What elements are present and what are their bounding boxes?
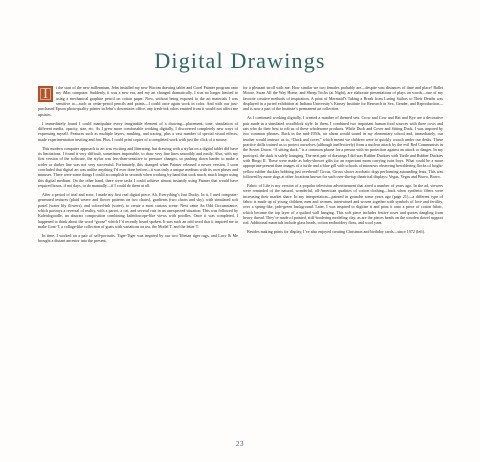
paragraph-text: t the start of the new millennium, Jehn installed my new Wacom drawing tablet and Corel Painter program onto my iMac computer. Suddenly, it was a new era, and my art changed dramatically. I was no longer limited to using a mechanical graphite pencil on cotton paper. Now, without being exposed to the art materials I was sensitive to—such as cedar-pencil pencils and paints—I could once again work in color. And with our just-purchased Epson photo-quality printer in Jehn’s downstairs office, any fresh-ink odors emitted from it would not affect me upstairs. [38,85,238,117]
page-number: 23 [236,440,244,448]
paragraph: I immediately found I could manipulate every imaginable element of a drawing—placement, tone, simulation of different media, opacity, size, etc. As I grew more comfortable working digitally, I discovered completely new ways of expressing myself. Features such as multiple layers, masking, and tracing, plus a vast number of special visual effects, made experimentation inviting and fun. Plus, I could print copies of a completed work with just the click of a mouse. [38,120,238,142]
drop-cap-letter: I [43,86,48,102]
paragraph [38,85,238,117]
paragraph: After a period of trial and error, I made my first real digital piece, Ah, Everything’s Just Ducky. In it, I used computer-generated textures (plaid weave and flower patterns on two chairs), gradients (two chairs and sky), with simulated soft pastel (water lily flowers), and colored-ink (water), to create a most curious scene. Next came An Odd Circumstance, which portrays a reversal of reality, with a parrot, a cat, and several cats in an unexpected situation. This was followed by Kaleidogoodle, an abstract composition combining kaleidoscope-like views with poodles. Once it was completed, I happened to think about the word “goose” which I’d recently heard spoken. It was such an odd word that it inspired me to make Goat-T, a collage-like collection of goats with variations on tea, the Model T, and the letter T. [38,191,238,230]
paragraph: This modern computer approach to art was exciting and liberating, but drawing with a stylus on a digital tablet did have its limitations. I found it very difficult, sometimes impossible, to draw very fine lines smoothly and easily. Also, with my first version of the software, the stylus was less-than-sensitive to pressure changes, so pushing down harder to make a wider or darker line was not very successful. Fortunately, this changed when Painter released a newer version. I soon concluded that digital art was unlike anything I’d ever done before—it was truly a unique medium with its own pluses and minuses. There were some things I could accomplish in seconds when working by hand that took much, much longer using this digital medium. On the other hand, there were tasks I could achieve almost instantly using Painter that would have required hours, if not days, to do manually—if I could do them at all. [38,145,238,189]
paragraph: Fabric of Life is my version of a popular television advertisement that aired a number of years ago. In the ad, viewers were reminded of the natural, wonderful, all-American qualities of cotton clothing—back when synthetic fibers were increasing their market share. In my interpretation—painted in gouache some years ago (page 21)—a different type of fabric is made up of young children, men and women, intertwined and woven together with symbols of love and fertility, over a spring-like, jade-green background. Later, I was inspired to digitize it and print it onto a piece of cotton fabric, which became the top layer of a quilted wall hanging. This soft piece includes festive roses and quotes dangling from heavy thread. They’re made of painted, stiff-bordering modeling clay, as are the pieces beads on the wooden dowel support rod. Additional materials include glass beads, cotton embroidery floss, and wool yarn. [243,183,443,226]
paragraph: In time, I worked on a pair of self-portraits. Tiger-Tiger was inspired by our two Tibetan tiger rugs, and Lucy & Me brought a distant ancestor into the present, [38,232,238,244]
paragraph: As I continued working digitally, I created a number of themed sets. Crow and Cow and Rat and Bye are a decorative pair made in a simulated woodblock style. In them, I combined two important human food sources with three cows and rats who do their best to rob us of these wholesome products. While Duck and Cover and Sitting Duck, I was inspired by two common phrases. Back in the mid-1950s, air alarm would sound in my elementary school and, immediately, our teacher would instruct us to, “Duck and cover,” which meant we children were to quickly crouch under our desks. These practice drills trained us to protect ourselves (although ineffectively) from a nuclear attack by the evil Red Communists in the Soviet Union. “A sitting duck,” is a common phrase for a person with no protection against an attack or danger. In my portrayal, the duck is safely lounging. The next pair of drawings I did was Rubber Duckies with Turtle and Rubber Duckies with Bingo II. These were made as baby-shower gifts for an expectant mom carrying twin boys. What could be a more appropriate present than images of a turtle and a blue gill with schools of minnows observing bewildering flocks of bright-yellow rubber duckies bobbing just overhead? Circus, Circus shows acrobatic dogs performing astounding feats. This was followed by more dogs at other locations known for such over-the-top theatrical displays: Vegas, Vegas and Bravo, Bravo. [243,115,443,180]
paragraph: Besides making prints for display, I’ve also enjoyed creating Christmas and birthday cards—since 1972 (left). [247,229,425,235]
page-title: Digital Drawings [154,48,326,73]
left-column [38,85,238,247]
drop-cap [38,86,53,102]
right-column [243,85,443,238]
paragraph: for a pleasant stroll with me. How similar we two females probably are—despite vast distances of time and place! Ballet Moose, Swan All the Way Home, and Sheep Tricks (at Night), are elaborate presentations of plays on words—one of my favorite creative methods of inspiration. A print of Mermaid’s Taking a Break from Luring Sailors to Their Deaths was displayed in a juried exhibition at Indiana University’s Kinsey Institute for Research in Sex, Gender, and Reproduction—and is now a part of the Institute’s permanent art collection. [243,85,443,112]
